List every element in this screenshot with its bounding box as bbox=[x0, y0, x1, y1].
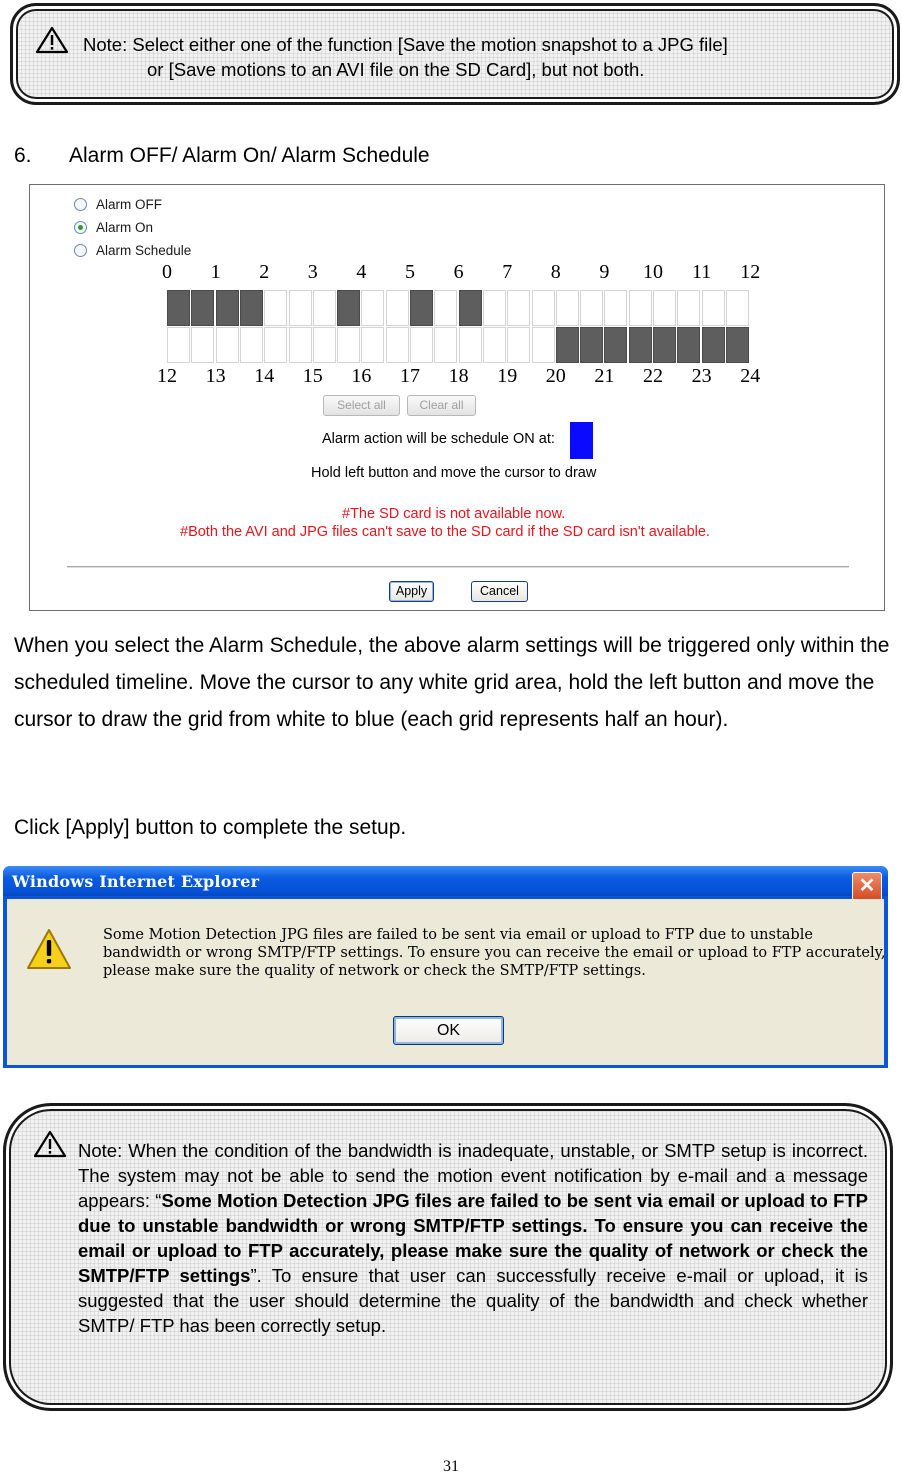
radio-button[interactable] bbox=[74, 244, 87, 257]
section-title: Alarm OFF/ Alarm On/ Alarm Schedule bbox=[69, 144, 430, 167]
grid-cell[interactable] bbox=[604, 290, 627, 326]
hour-label: 23 bbox=[691, 365, 712, 387]
warning-icon bbox=[35, 26, 69, 54]
grid-cell[interactable] bbox=[337, 327, 360, 363]
hour-label: 7 bbox=[502, 261, 513, 283]
schedule-on-text: Alarm action will be schedule ON at: bbox=[322, 431, 555, 447]
grid-cell[interactable] bbox=[216, 290, 239, 326]
dialog-titlebar bbox=[3, 866, 888, 896]
grid-cell[interactable] bbox=[216, 327, 239, 363]
grid-cell[interactable] bbox=[483, 290, 506, 326]
grid-cell[interactable] bbox=[532, 290, 555, 326]
close-icon[interactable]: ✕ bbox=[852, 872, 882, 901]
grid-cell[interactable] bbox=[386, 290, 409, 326]
note-bottom-tail: ”. To ensure that user can successfully receive e-mail or upload, it is suggested that the user should determine the quality of the bandwidth and check whether SMTP/ FTP has been correctly setup. bbox=[78, 1265, 868, 1336]
note-bottom-lead: Note: When the condition of the bandwidth is inadequate, unstable, or SMTP setup is incorrect. The system may not be able to send the motion event notification by e-mail and a message appears: “ bbox=[78, 1140, 868, 1211]
hour-label: 11 bbox=[691, 261, 712, 283]
grid-cell[interactable] bbox=[313, 290, 336, 326]
ie-dialog bbox=[3, 866, 888, 1068]
dialog-message: Some Motion Detection JPG files are failed to be sent via email or upload to FTP due to unstable bandwidth or wrong SMTP/FTP settings. To ensure you can receive the email or upload to FTP accurately, please make sure the quality of network or check the SMTP/FTP settings. bbox=[103, 927, 886, 979]
grid-cell[interactable] bbox=[264, 290, 287, 326]
grid-cell[interactable] bbox=[289, 327, 312, 363]
grid-cell[interactable] bbox=[507, 327, 530, 363]
apply-button[interactable]: Apply bbox=[389, 581, 434, 602]
hour-label: 0 bbox=[162, 261, 172, 283]
hour-label: 18 bbox=[448, 365, 469, 387]
grid-cell[interactable] bbox=[580, 290, 603, 326]
hour-label: 12 bbox=[740, 261, 761, 283]
grid-cell[interactable] bbox=[629, 327, 652, 363]
radio-button-selected[interactable] bbox=[74, 221, 87, 234]
grid-cell[interactable] bbox=[726, 327, 749, 363]
radio-label: Alarm On bbox=[96, 220, 154, 235]
grid-cell[interactable] bbox=[459, 290, 482, 326]
radio-alarm-off[interactable] bbox=[74, 197, 162, 212]
grid-cell[interactable] bbox=[337, 290, 360, 326]
grid-cell[interactable] bbox=[629, 290, 652, 326]
sd-warning-1: #The SD card is not available now. bbox=[342, 506, 566, 522]
hour-label: 5 bbox=[405, 261, 415, 283]
hour-label: 16 bbox=[351, 365, 372, 387]
grid-cell[interactable] bbox=[240, 290, 263, 326]
draw-hint-text: Hold left button and move the cursor to draw bbox=[311, 465, 597, 481]
grid-cell[interactable] bbox=[702, 327, 725, 363]
alarm-schedule-panel bbox=[29, 184, 885, 611]
grid-cell[interactable] bbox=[604, 327, 627, 363]
note-box-bottom bbox=[3, 1103, 893, 1411]
grid-cell[interactable] bbox=[434, 327, 457, 363]
grid-cell[interactable] bbox=[556, 290, 579, 326]
grid-cell[interactable] bbox=[191, 290, 214, 326]
grid-cell[interactable] bbox=[434, 290, 457, 326]
grid-cell[interactable] bbox=[361, 290, 384, 326]
grid-cell[interactable] bbox=[532, 327, 555, 363]
divider bbox=[67, 566, 849, 568]
note-bottom-bold: Some Motion Detection JPG files are failed to be sent via email or upload to FTP due to unstable bandwidth or wrong SMTP/FTP settings. To ensure you can receive the email or upload to FTP accurately, please make sure the quality of network or check the SMTP/FTP settings bbox=[78, 1190, 869, 1286]
grid-cell[interactable] bbox=[653, 327, 676, 363]
hour-label: 1 bbox=[210, 261, 221, 283]
grid-cell[interactable] bbox=[191, 327, 214, 363]
select-all-button[interactable]: Select all bbox=[323, 395, 400, 416]
section-number: 6. bbox=[14, 144, 32, 167]
hour-label: 15 bbox=[302, 365, 323, 387]
section-heading bbox=[14, 144, 430, 168]
hour-label: 8 bbox=[550, 261, 561, 283]
note-bottom-text bbox=[78, 1138, 868, 1338]
warning-icon bbox=[26, 928, 72, 970]
hour-label: 21 bbox=[594, 365, 615, 387]
ok-button[interactable]: OK bbox=[393, 1016, 504, 1045]
grid-cell[interactable] bbox=[167, 327, 190, 363]
grid-cell[interactable] bbox=[361, 327, 384, 363]
hour-label: 24 bbox=[740, 365, 761, 387]
grid-cell[interactable] bbox=[313, 327, 336, 363]
grid-cell[interactable] bbox=[386, 327, 409, 363]
hour-label: 4 bbox=[356, 261, 367, 283]
grid-cell[interactable] bbox=[240, 327, 263, 363]
grid-cell[interactable] bbox=[580, 327, 603, 363]
radio-button[interactable] bbox=[74, 198, 87, 211]
grid-cell[interactable] bbox=[483, 327, 506, 363]
radio-alarm-on[interactable] bbox=[74, 220, 153, 235]
hour-label: 17 bbox=[400, 365, 420, 387]
grid-cell[interactable] bbox=[264, 327, 287, 363]
hour-label: 9 bbox=[599, 261, 610, 283]
schedule-color-legend bbox=[570, 422, 593, 459]
dialog-body bbox=[7, 899, 884, 1065]
radio-label: Alarm OFF bbox=[96, 197, 162, 212]
grid-cell[interactable] bbox=[677, 290, 700, 326]
note-box-top bbox=[10, 3, 900, 105]
dialog-title: Windows Internet Explorer bbox=[12, 872, 260, 891]
grid-cell[interactable] bbox=[677, 327, 700, 363]
radio-label: Alarm Schedule bbox=[96, 243, 192, 258]
body-paragraph: When you select the Alarm Schedule, the above alarm settings will be triggered only within the scheduled timeline. Move the cursor to any white grid area, hold the left button and move the cursor to draw the grid from white to blue (each grid represents half an hour). bbox=[14, 634, 890, 731]
hour-label: 20 bbox=[545, 365, 566, 387]
hour-label: 19 bbox=[497, 365, 518, 387]
hour-label: 13 bbox=[205, 365, 226, 387]
click-instruction: Click [Apply] button to complete the setup. bbox=[14, 816, 407, 839]
page-number: 31 bbox=[443, 1458, 459, 1475]
hour-label: 6 bbox=[453, 261, 464, 283]
grid-cell[interactable] bbox=[507, 290, 530, 326]
hour-label: 12 bbox=[157, 365, 177, 387]
grid-cell[interactable] bbox=[702, 290, 725, 326]
cancel-button[interactable]: Cancel bbox=[471, 581, 528, 602]
note-top-text bbox=[83, 32, 728, 82]
grid-cell[interactable] bbox=[459, 327, 482, 363]
hour-label: 22 bbox=[643, 365, 663, 387]
sd-warning-2: #Both the AVI and JPG files can't save to the SD card if the SD card isn't available. bbox=[180, 524, 710, 540]
grid-cell[interactable] bbox=[653, 290, 676, 326]
grid-cell[interactable] bbox=[289, 290, 312, 326]
clear-all-button[interactable]: Clear all bbox=[407, 395, 476, 416]
hour-label: 10 bbox=[643, 261, 663, 283]
grid-cell[interactable] bbox=[167, 290, 190, 326]
hour-label: 14 bbox=[254, 365, 275, 387]
note-top-line1: Note: Select either one of the function [Save the motion snapshot to a JPG file] bbox=[83, 34, 728, 55]
note-top-line2: or [Save motions to an AVI file on the SD Card], but not both. bbox=[147, 59, 645, 80]
warning-icon bbox=[33, 1130, 67, 1158]
grid-cell[interactable] bbox=[726, 290, 749, 326]
hour-label: 2 bbox=[259, 261, 270, 283]
radio-alarm-schedule[interactable] bbox=[74, 243, 191, 258]
grid-cell[interactable] bbox=[410, 290, 433, 326]
grid-cell[interactable] bbox=[410, 327, 433, 363]
grid-cell[interactable] bbox=[556, 327, 579, 363]
hour-label: 3 bbox=[307, 261, 318, 283]
